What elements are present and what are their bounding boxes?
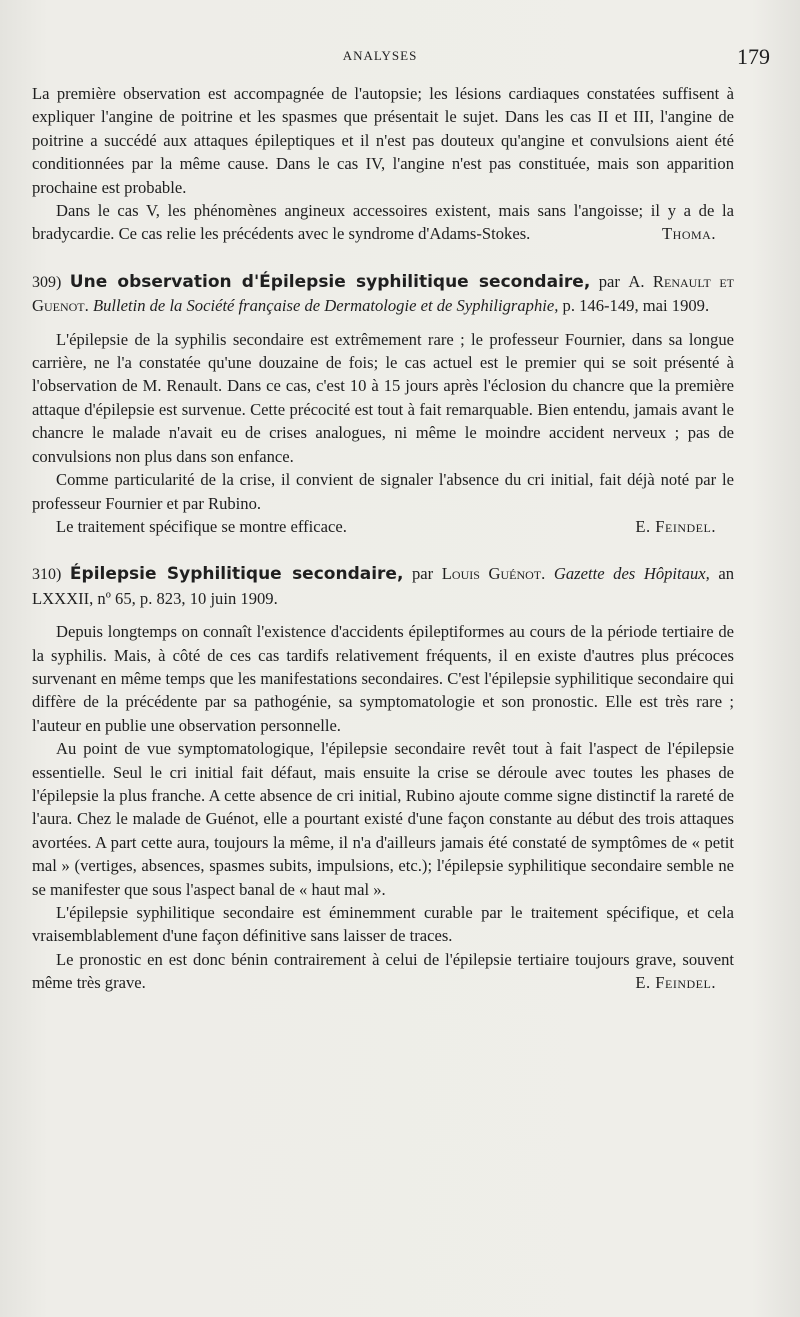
intro-paragraph-2: [32, 199, 734, 246]
signature-feindel-309: E. Feindel.: [635, 516, 716, 536]
signature-feindel-310: E. Feindel.: [635, 973, 716, 993]
signature-thoma: Thoma.: [662, 224, 716, 244]
page-header: [30, 44, 770, 70]
entry-310-number: 310): [32, 566, 62, 584]
entry-309-number: 309): [32, 273, 62, 291]
entry-310-paragraph-4-text: Le pronostic en est donc bénin contrairement à celui de l'épilepsie tertiaire toujours grave, souvent même très grave.: [32, 949, 734, 993]
article-body: [32, 82, 734, 995]
page-number: 179: [737, 44, 770, 69]
entry-309-paragraph-3: [32, 515, 734, 538]
entry-310-paragraph-1: Depuis longtemps on connaît l'existence d'accidents épileptiformes au cours de la période tertiaire de la syphilis. Mais, à côté de ces cas tardifs relativement fréquents, il en existe d'autres plus précoces survenant en même temps que les manifestations secondaires. C'est l'épilepsie syphilitique secondaire qui diffère de la précédente par sa pathogénie, sa symptomatologie et son pronostic. Elle est très rare ; l'auteur en publie une observation personnelle.: [32, 622, 734, 735]
entry-309-journal: Bulletin de la Société française de Dermatologie et de Syphiligraphie,: [92, 296, 559, 316]
entry-310-by: par: [403, 564, 442, 584]
entry-309-heading: [32, 270, 734, 318]
entry-310-heading: [32, 562, 734, 610]
entry-310-citation: an LXXXII, nº 65, p. 823, 10 juin 1909.: [32, 564, 734, 608]
intro-paragraph-2-text: Dans le cas V, les phénomènes angineux accessoires existent, mais sans l'angoisse; il y a de la bradycardie. Ce cas relie les précédents avec le syndrome d'Adams-Stokes.: [32, 201, 734, 244]
entry-310-paragraph-2: Au point de vue symptomatologique, l'épilepsie secondaire revêt tout à fait l'aspect de l'épilepsie essentielle. Seul le cri initial fait défaut, mais ensuite la crise se déroule avec toutes les phases de l'épilepsie la plus franche. A cette absence de cri initial, Rubino ajoute comme signe distinctif la rareté de l'aura. Chez le malade de Guénot, elle a pourtant existé d'une façon constante au début des trois attaques avortées. A part cette aura, toujours la même, il n'a d'ailleurs jamais été constaté de symptômes de « petit mal » (vertiges, absences, spasmes subits, impulsions, etc.); l'épilepsie syphilitique secondaire semble ne se manifester que sous l'aspect banal de « haut mal ».: [32, 739, 734, 899]
entry-310: [32, 562, 734, 994]
running-head: ANALYSES: [342, 48, 418, 63]
intro-paragraph-1: La première observation est accompagnée de l'autopsie; les lésions cardiaques constatées suffisent à expliquer l'angine de poitrine et les spasmes que présentait le sujet. Dans les cas II et III, l'angine de poitrine a succédé aux attaques épileptiques et il n'est pas douteux qu'angine et convulsions aient été conditionnées par la même cause. Dans le cas IV, l'angine n'est pas constituée, mais son apparition prochaine est probable.: [32, 84, 734, 197]
entry-309: [32, 270, 734, 538]
entry-309-authors: A. Renault et Guenot.: [32, 271, 734, 316]
entry-310-authors: Louis Guénot.: [441, 564, 546, 584]
entry-310-journal: Gazette des Hôpitaux,: [545, 564, 710, 584]
entry-309-paragraph-1: L'épilepsie de la syphilis secondaire est extrêmement rare ; le professeur Fournier, dans sa longue carrière, ne l'a constatée qu'une douzaine de fois; le cas actuel est le premier qui se soit présenté à l'observation de M. Renault. Dans ce cas, c'est 10 à 15 jours après l'éclosion du chancre que la première attaque d'épilepsie est survenue. Cette précocité est tout à fait remarquable. Bien entendu, jamais avant le chancre le malade n'avait eu de crises analogues, ni même le moindre accident nerveux ; pas de convulsions non plus dans son enfance.: [32, 329, 734, 466]
entry-309-paragraph-3-text: Le traitement spécifique se montre efficace.: [56, 516, 347, 536]
entry-309-citation: p. 146-149, mai 1909.: [558, 296, 710, 316]
entry-309-paragraph-2: Comme particularité de la crise, il convient de signaler l'absence du cri initial, fait déjà noté par le professeur Fournier et par Rubino.: [32, 470, 734, 513]
entry-310-title: Épilepsie Syphilitique secondaire,: [69, 564, 404, 585]
entry-310-paragraph-3: L'épilepsie syphilitique secondaire est éminemment curable par le traitement spécifique, et cela vraisemblablement d'une façon définitive sans laisser de traces.: [32, 903, 734, 946]
entry-310-paragraph-4: [32, 948, 734, 995]
entry-309-by: par: [590, 271, 629, 291]
entry-309-title: Une observation d'Épilepsie syphilitique secondaire,: [69, 271, 591, 292]
